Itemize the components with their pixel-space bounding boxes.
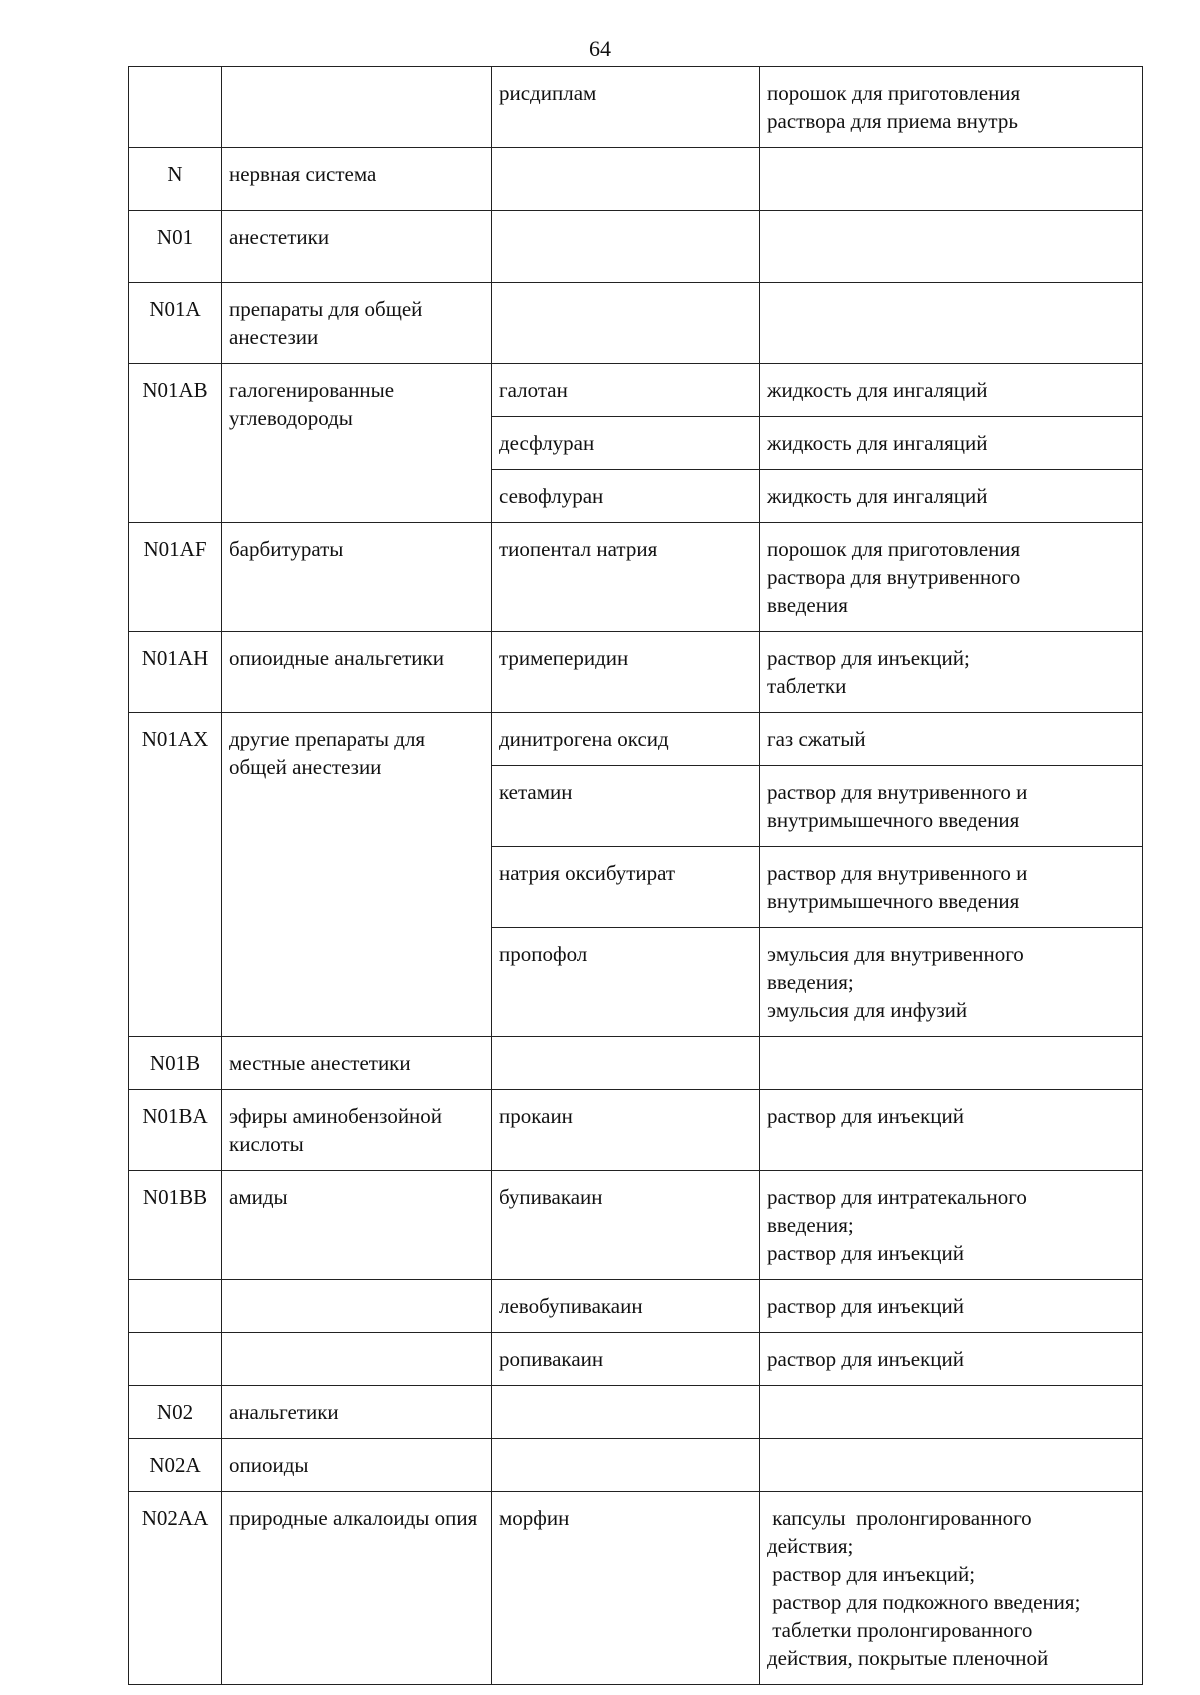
atc-code-cell: N01B	[129, 1037, 222, 1090]
atc-group-cell	[222, 1280, 492, 1333]
atc-code-cell: N01AX	[129, 713, 222, 1037]
drug-name-cell: тримеперидин	[492, 632, 760, 713]
atc-group-cell: анальгетики	[222, 1386, 492, 1439]
atc-group-cell	[222, 67, 492, 148]
drug-name-cell: десфлуран	[492, 417, 760, 470]
drug-name-cell	[492, 1439, 760, 1492]
table-row	[129, 67, 1143, 148]
dosage-form-cell	[760, 1439, 1143, 1492]
dosage-form-cell	[760, 148, 1143, 211]
dosage-form-cell	[760, 713, 1143, 766]
drug-name-cell: галотан	[492, 364, 760, 417]
atc-code-cell: N	[129, 148, 222, 211]
dosage-form-line: введения;	[767, 970, 854, 994]
dosage-form-cell	[760, 470, 1143, 523]
table-row	[129, 523, 1143, 632]
table-row	[129, 1037, 1143, 1090]
atc-group-cell: опиоидные анальгетики	[222, 632, 492, 713]
atc-group-cell: местные анестетики	[222, 1037, 492, 1090]
drug-name-cell: ропивакаин	[492, 1333, 760, 1386]
dosage-form-cell	[760, 1333, 1143, 1386]
dosage-form-cell	[760, 67, 1143, 148]
dosage-form-line: жидкость для ингаляций	[767, 431, 988, 455]
drug-name-cell	[492, 148, 760, 211]
dosage-form-cell	[760, 1090, 1143, 1171]
dosage-form-cell	[760, 1171, 1143, 1280]
dosage-form-line: раствор для инъекций	[767, 1241, 964, 1265]
dosage-form-cell	[760, 1037, 1143, 1090]
dosage-form-cell	[760, 928, 1143, 1037]
dosage-form-cell	[760, 364, 1143, 417]
atc-code-cell: N02	[129, 1386, 222, 1439]
table-row	[129, 1492, 1143, 1685]
dosage-form-line: таблетки пролонгированного	[767, 1618, 1033, 1642]
dosage-form-line: эмульсия для инфузий	[767, 998, 968, 1022]
atc-code-cell: N01AB	[129, 364, 222, 523]
dosage-form-line: порошок для приготовления	[767, 537, 1021, 561]
atc-group-cell: барбитураты	[222, 523, 492, 632]
atc-group-cell: другие препараты для общей анестезии	[222, 713, 492, 1037]
table-row	[129, 1280, 1143, 1333]
dosage-form-line: раствор для внутривенного и	[767, 780, 1028, 804]
atc-group-cell: препараты для общей анестезии	[222, 283, 492, 364]
dosage-form-cell	[760, 211, 1143, 283]
dosage-form-cell	[760, 417, 1143, 470]
drug-name-cell	[492, 1386, 760, 1439]
atc-code-cell	[129, 1280, 222, 1333]
atc-group-cell	[222, 1333, 492, 1386]
drug-name-cell	[492, 283, 760, 364]
dosage-form-line: таблетки	[767, 674, 847, 698]
atc-code-cell: N02AA	[129, 1492, 222, 1685]
dosage-form-cell	[760, 1492, 1143, 1685]
atc-group-cell: галогенированные углеводороды	[222, 364, 492, 523]
dosage-form-cell	[760, 1280, 1143, 1333]
drug-name-cell: морфин	[492, 1492, 760, 1685]
page-number: 64	[589, 36, 611, 61]
atc-code-cell: N02A	[129, 1439, 222, 1492]
atc-group-cell: эфиры аминобензойной кислоты	[222, 1090, 492, 1171]
dosage-form-line: раствор для инъекций	[767, 1294, 964, 1318]
drug-name-cell: рисдиплам	[492, 67, 760, 148]
atc-group-cell: амиды	[222, 1171, 492, 1280]
atc-group-cell: анестетики	[222, 211, 492, 283]
drug-name-cell: левобупивакаин	[492, 1280, 760, 1333]
atc-group-cell: нервная система	[222, 148, 492, 211]
dosage-form-cell	[760, 847, 1143, 928]
dosage-form-line: раствор для внутривенного и	[767, 861, 1028, 885]
drug-name-cell: пропофол	[492, 928, 760, 1037]
atc-group-cell: опиоиды	[222, 1439, 492, 1492]
atc-code-cell: N01	[129, 211, 222, 283]
dosage-form-line: раствор для инъекций	[767, 1104, 964, 1128]
table-row	[129, 1090, 1143, 1171]
dosage-form-line: введения	[767, 593, 848, 617]
dosage-form-line: раствор для интратекального	[767, 1185, 1027, 1209]
dosage-form-cell	[760, 523, 1143, 632]
dosage-form-line: жидкость для ингаляций	[767, 484, 988, 508]
drug-name-cell: севофлуран	[492, 470, 760, 523]
dosage-form-line: эмульсия для внутривенного	[767, 942, 1024, 966]
dosage-form-line: раствор для инъекций;	[767, 1562, 976, 1586]
dosage-form-line: порошок для приготовления	[767, 81, 1021, 105]
table-row	[129, 364, 1143, 417]
dosage-form-cell	[760, 283, 1143, 364]
table-row	[129, 1171, 1143, 1280]
drug-name-cell: прокаин	[492, 1090, 760, 1171]
dosage-form-line: раствор для инъекций;	[767, 646, 970, 670]
dosage-form-line: раствора для внутривенного	[767, 565, 1021, 589]
dosage-form-line: действия, покрытые пленочной	[767, 1646, 1049, 1670]
atc-code-cell: N01AH	[129, 632, 222, 713]
table-row	[129, 713, 1143, 766]
drug-name-cell	[492, 1037, 760, 1090]
table-row	[129, 1333, 1143, 1386]
dosage-form-line: внутримышечного введения	[767, 808, 1020, 832]
table-row	[129, 211, 1143, 283]
dosage-form-line: капсулы пролонгированного	[767, 1506, 1032, 1530]
table-row	[129, 283, 1143, 364]
dosage-form-line: жидкость для ингаляций	[767, 378, 988, 402]
atc-code-cell	[129, 67, 222, 148]
atc-drug-table	[128, 66, 1143, 1685]
drug-name-cell: тиопентал натрия	[492, 523, 760, 632]
dosage-form-line: газ сжатый	[767, 727, 866, 751]
drug-name-cell	[492, 211, 760, 283]
atc-group-cell: природные алкалоиды опия	[222, 1492, 492, 1685]
dosage-form-cell	[760, 766, 1143, 847]
dosage-form-cell	[760, 1386, 1143, 1439]
drug-name-cell: кетамин	[492, 766, 760, 847]
dosage-form-line: раствор для подкожного введения;	[767, 1590, 1081, 1614]
table-row	[129, 1386, 1143, 1439]
dosage-form-line: внутримышечного введения	[767, 889, 1020, 913]
dosage-form-line: действия;	[767, 1534, 854, 1558]
table-row	[129, 1439, 1143, 1492]
drug-name-cell: динитрогена оксид	[492, 713, 760, 766]
dosage-form-cell	[760, 632, 1143, 713]
table-row	[129, 632, 1143, 713]
dosage-form-line: раствор для инъекций	[767, 1347, 964, 1371]
atc-code-cell: N01BA	[129, 1090, 222, 1171]
drug-name-cell: натрия оксибутират	[492, 847, 760, 928]
atc-code-cell	[129, 1333, 222, 1386]
atc-code-cell: N01A	[129, 283, 222, 364]
dosage-form-line: введения;	[767, 1213, 854, 1237]
drug-name-cell: бупивакаин	[492, 1171, 760, 1280]
atc-code-cell: N01BB	[129, 1171, 222, 1280]
table-row	[129, 148, 1143, 211]
atc-code-cell: N01AF	[129, 523, 222, 632]
dosage-form-line: раствора для приема внутрь	[767, 109, 1018, 133]
